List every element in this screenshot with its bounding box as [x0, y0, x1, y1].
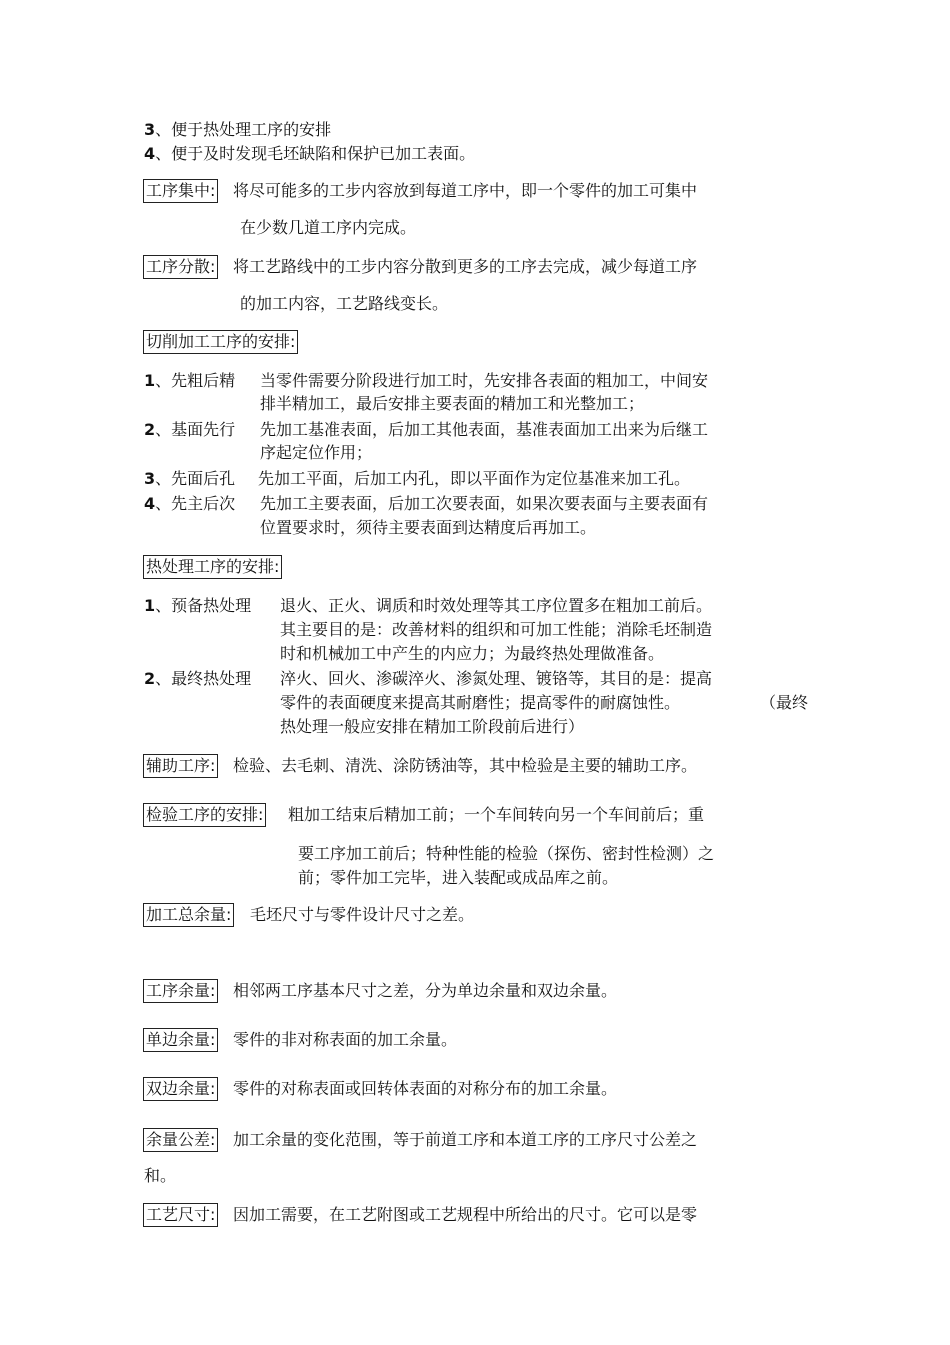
term-double-allowance: 双边余量:	[143, 1077, 218, 1101]
heat-item-label	[144, 669, 251, 689]
heat-item-text: （最终	[760, 693, 809, 712]
cutting-item-text: 当零件需要分阶段进行加工时，先安排各表面的粗加工，中间安	[260, 371, 709, 390]
list-label: 、预备热处理	[155, 596, 252, 615]
list-number: 4	[144, 494, 156, 513]
double-allowance-text: 零件的对称表面或回转体表面的对称分布的加工余量。	[233, 1079, 618, 1098]
term-inspection: 检验工序的安排:	[143, 803, 266, 827]
term-single-allowance: 单边余量:	[143, 1028, 218, 1052]
cutting-item-text: 先加工平面，后加工内孔，即以平面作为定位基准来加工孔。	[258, 469, 691, 488]
heat-item-text: 热处理一般应安排在精加工阶段前后进行）	[280, 717, 585, 736]
list-number: 3	[144, 469, 156, 488]
term-total-allowance: 加工总余量:	[143, 903, 234, 927]
single-allowance-text: 零件的非对称表面的加工余量。	[233, 1030, 458, 1049]
heat-item-label	[144, 596, 251, 616]
term-dispersion: 工序分散:	[143, 255, 218, 279]
cutting-item-text: 先加工主要表面，后加工次要表面，如果次要表面与主要表面有	[260, 494, 709, 513]
heading-cutting: 切削加工工序的安排:	[143, 330, 298, 354]
dispersion-line-1: 将工艺路线中的工步内容分散到更多的工序去完成，减少每道工序	[233, 257, 698, 276]
concentration-line-1: 将尽可能多的工步内容放到每道工序中，即一个零件的加工可集中	[233, 181, 698, 200]
intro-item-3	[144, 120, 331, 140]
cutting-item-label	[144, 494, 235, 514]
term-process-allowance: 工序余量:	[143, 979, 218, 1003]
cutting-item-label	[144, 420, 235, 440]
list-number: 2	[144, 420, 156, 439]
list-label: 、先粗后精	[155, 371, 236, 390]
cutting-item-label	[144, 469, 235, 489]
intro-item-4	[144, 144, 475, 164]
list-number: 4	[144, 144, 156, 163]
term-concentration: 工序集中:	[143, 179, 218, 203]
cutting-item-text: 序起定位作用；	[260, 443, 373, 462]
inspection-line-1: 粗加工结束后精加工前；一个车间转向另一个车间前后；重	[288, 805, 705, 824]
cutting-item-text: 位置要求时，须待主要表面到达精度后再加工。	[260, 518, 597, 537]
list-label: 、基面先行	[155, 420, 236, 439]
list-text: 、便于热处理工序的安排	[155, 120, 332, 139]
list-number: 1	[144, 371, 156, 390]
term-tolerance: 余量公差:	[143, 1128, 218, 1152]
total-allowance-text: 毛坯尺寸与零件设计尺寸之差。	[250, 905, 475, 924]
cutting-item-text: 排半精加工，最后安排主要表面的精加工和光整加工；	[260, 394, 645, 413]
heat-item-text: 淬火、回火、渗碳淬火、渗氮处理、镀铬等，其目的是：提高	[280, 669, 713, 688]
process-allowance-text: 相邻两工序基本尺寸之差，分为单边余量和双边余量。	[233, 981, 618, 1000]
tolerance-line-1: 加工余量的变化范围，等于前道工序和本道工序的工序尺寸公差之	[233, 1130, 698, 1149]
term-process-dim: 工艺尺寸:	[143, 1203, 218, 1227]
list-label: 、先主后次	[155, 494, 236, 513]
aux-text: 检验、去毛刺、清洗、涂防锈油等，其中检验是主要的辅助工序。	[233, 756, 698, 775]
heat-item-text: 零件的表面硬度来提高其耐磨性；提高零件的耐腐蚀性。	[280, 693, 681, 712]
dispersion-line-2: 的加工内容，工艺路线变长。	[240, 294, 449, 313]
inspection-line-2: 要工序加工前后；特种性能的检验（探伤、密封性检测）之	[298, 844, 715, 863]
list-text: 、便于及时发现毛坯缺陷和保护已加工表面。	[155, 144, 476, 163]
list-number: 1	[144, 596, 156, 615]
concentration-line-2: 在少数几道工序内完成。	[240, 218, 417, 237]
term-aux: 辅助工序:	[143, 754, 218, 778]
list-label: 、先面后孔	[155, 469, 236, 488]
heading-heat: 热处理工序的安排:	[143, 555, 282, 579]
process-dim-text: 因加工需要，在工艺附图或工艺规程中所给出的尺寸。它可以是零	[233, 1205, 698, 1224]
cutting-item-label	[144, 371, 235, 391]
cutting-item-text: 先加工基准表面，后加工其他表面，基准表面加工出来为后继工	[260, 420, 709, 439]
heat-item-text: 其主要目的是：改善材料的组织和可加工性能；消除毛坯制造	[280, 620, 713, 639]
inspection-line-3: 前；零件加工完毕，进入装配或成品库之前。	[298, 868, 619, 887]
tolerance-line-2: 和。	[144, 1166, 177, 1185]
list-number: 2	[144, 669, 156, 688]
heat-item-text: 时和机械加工中产生的内应力；为最终热处理做准备。	[280, 644, 665, 663]
list-label: 、最终热处理	[155, 669, 252, 688]
list-number: 3	[144, 120, 156, 139]
heat-item-text: 退火、正火、调质和时效处理等其工序位置多在粗加工前后。	[280, 596, 713, 615]
